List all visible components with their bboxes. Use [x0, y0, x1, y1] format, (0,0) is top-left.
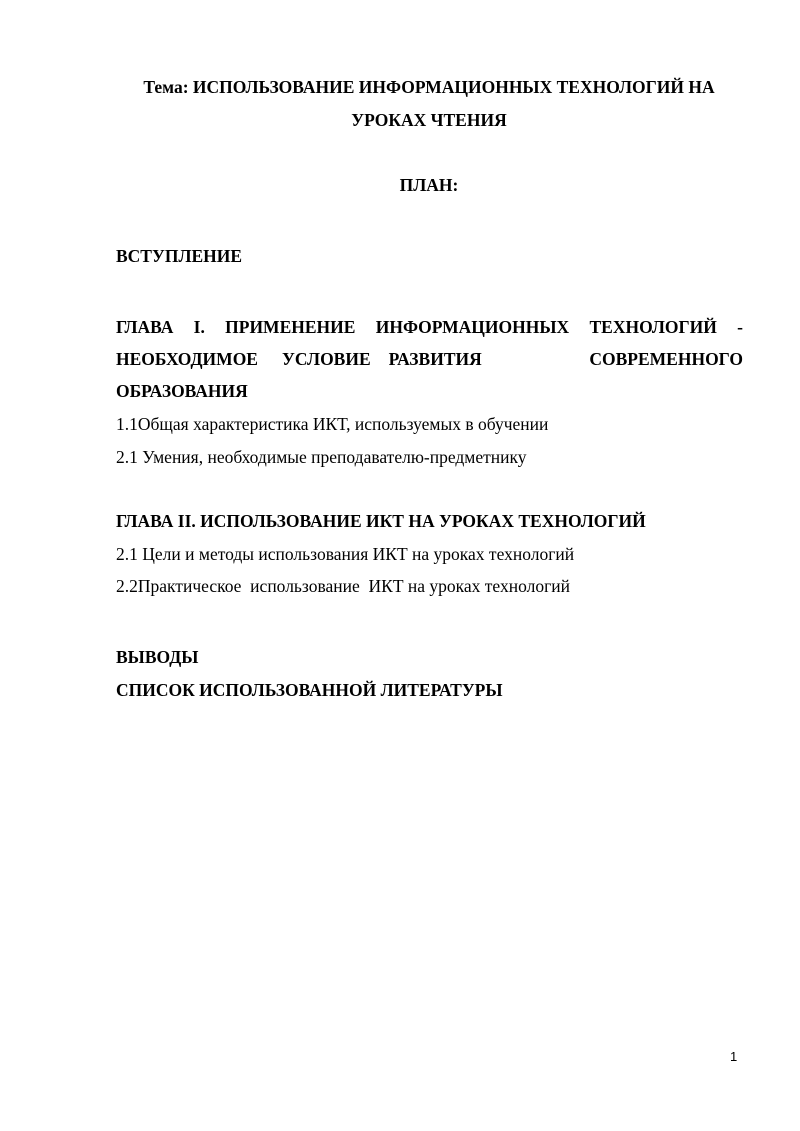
title-line-2: УРОКАХ ЧТЕНИЯ	[351, 110, 507, 130]
chapter-1-word: РАЗВИТИЯ	[388, 349, 482, 369]
references-heading: СПИСОК ИСПОЛЬЗОВАННОЙ ЛИТЕРАТУРЫ	[116, 680, 503, 700]
plan-heading: ПЛАН:	[399, 175, 459, 195]
document-title	[110, 71, 748, 137]
chapter-1-item: 2.1 Умения, необходимые преподавателю-предметнику	[116, 447, 527, 467]
chapter-2-item: 2.2Практическое использование ИКТ на уроках технологий	[116, 576, 570, 596]
chapter-1-title-line-1	[116, 311, 743, 343]
title-line-1: Тема: ИСПОЛЬЗОВАНИЕ ИНФОРМАЦИОННЫХ ТЕХНОЛОГИЙ НА	[143, 77, 715, 97]
conclusions-heading: ВЫВОДЫ	[116, 647, 199, 667]
chapter-1-word: I.	[193, 317, 205, 337]
chapter-1-word: УСЛОВИЕ	[281, 349, 371, 369]
chapter-1-word: ГЛАВА	[116, 317, 174, 337]
chapter-1-word: ТЕХНОЛОГИЙ	[589, 317, 717, 337]
chapter-2-item: 2.1 Цели и методы использования ИКТ на уроках технологий	[116, 544, 575, 564]
chapter-2-title: ГЛАВА II. ИСПОЛЬЗОВАНИЕ ИКТ НА УРОКАХ ТЕХНОЛОГИЙ	[116, 511, 646, 531]
chapter-1-word: СОВРЕМЕННОГО	[589, 349, 743, 369]
chapter-1-word: ИНФОРМАЦИОННЫХ	[375, 317, 570, 337]
chapter-1-word: НЕОБХОДИМОЕ	[116, 349, 258, 369]
introduction-heading: ВСТУПЛЕНИЕ	[116, 246, 243, 266]
page-number: 1	[730, 1049, 738, 1064]
chapter-1-item: 1.1Общая характеристика ИКТ, используемых в обучении	[116, 414, 549, 434]
chapter-1-word: -	[737, 317, 743, 337]
chapter-1-word: ПРИМЕНЕНИЕ	[225, 317, 356, 337]
chapter-1-title-line-3: ОБРАЗОВАНИЯ	[116, 381, 248, 401]
chapter-1-title	[116, 311, 743, 407]
chapter-1-title-line-2	[116, 343, 743, 375]
